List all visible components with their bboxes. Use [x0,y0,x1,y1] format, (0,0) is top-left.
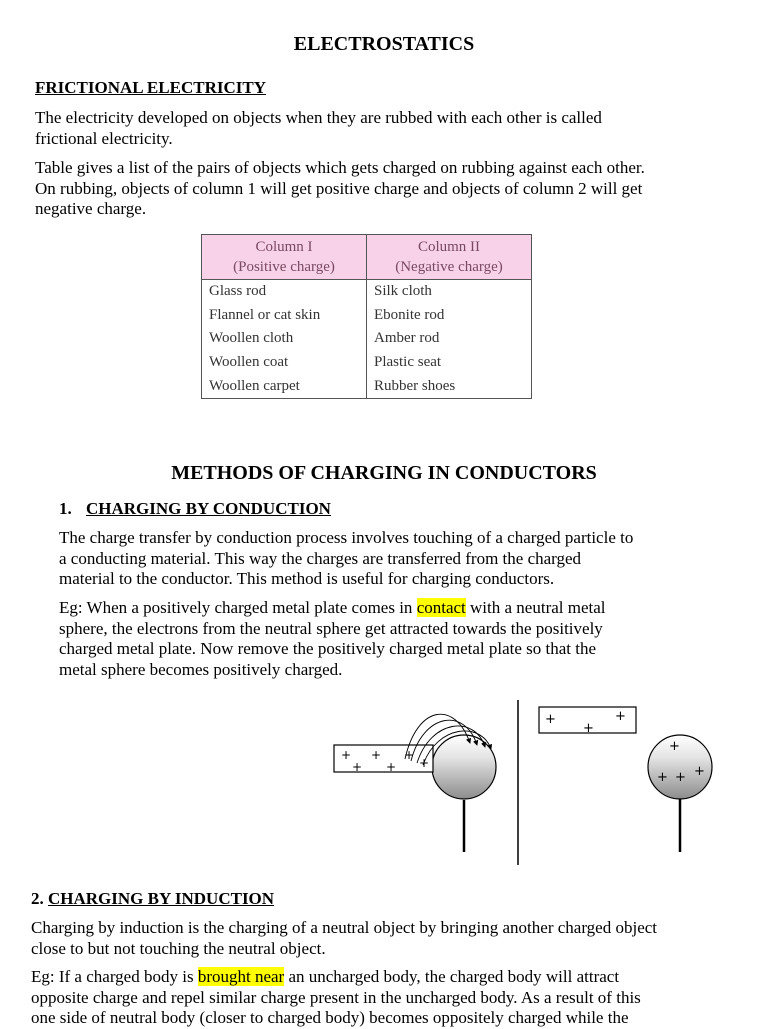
column-header-negative [367,235,532,280]
table-cell: Plastic seat [367,351,532,375]
column-subtitle: (Negative charge) [395,259,503,275]
svg-text:+: + [352,760,363,774]
svg-text:+: + [404,748,415,762]
text-line: charged metal plate. Now remove the positively charged metal plate so that the [59,639,597,658]
table-row [202,351,532,375]
table-cell: Rubber shoes [367,374,532,398]
section-number: 2. [31,889,44,908]
svg-text:+: + [386,760,397,774]
section-heading-frictional: FRICTIONAL ELECTRICITY [35,78,266,97]
svg-text:+: + [545,712,556,727]
svg-text:+: + [657,770,668,785]
table-row [202,280,532,304]
neutral-sphere-left [432,735,496,799]
table-cell: Glass rod [202,280,367,304]
methods-heading: METHODS OF CHARGING IN CONDUCTORS [171,462,597,484]
conduction-description [59,528,749,590]
induction-description [31,918,761,959]
table-cell: Woollen coat [202,351,367,375]
frictional-table-intro [35,158,760,220]
text-line: one side of neutral body (closer to charged body) becomes oppositely charged while the [31,1008,629,1027]
svg-text:+: + [615,709,626,724]
svg-text:+: + [694,764,705,779]
text-line: opposite charge and repel similar charge present in the uncharged body. As a result of this [31,987,641,1007]
text-line [59,598,749,619]
table-cell: Woollen carpet [202,374,367,398]
table-cell: Ebonite rod [367,304,532,328]
svg-text:+: + [371,748,382,762]
induction-heading [31,889,274,909]
table-cell: Silk cloth [367,280,532,304]
conduction-diagram [325,695,725,870]
text-line: frictional electricity. [35,128,173,148]
column-subtitle: (Positive charge) [233,259,335,275]
svg-text:+: + [419,756,430,770]
text-line: Table gives a list of the pairs of objects which gets charged on rubbing against each other. [35,158,645,177]
svg-text:+: + [669,739,680,754]
text-line: sphere, the electrons from the neutral sphere get attracted towards the positively [59,618,603,638]
column-title: Column II [417,239,481,255]
conduction-heading [59,499,331,519]
svg-text:+: + [583,721,594,736]
text-run: with a neutral metal [465,598,606,617]
text-line: On rubbing, objects of column 1 will get positive charge and objects of column 2 will get [35,178,643,198]
page-title: ELECTROSTATICS [293,33,475,55]
table-cell: Flannel or cat skin [202,304,367,328]
table-cell: Amber rod [367,327,532,351]
table-header-row [202,235,532,280]
text-line: The electricity developed on objects when they are rubbed with each other is called [35,108,602,127]
charge-pairs-table [201,234,532,399]
table-cell: Woollen cloth [202,327,367,351]
svg-text:+: + [675,770,686,785]
conduction-example [59,598,749,680]
text-line: Charging by induction is the charging of a neutral object by bringing another charged object [31,918,658,937]
section-heading-induction: CHARGING BY INDUCTION [48,889,275,908]
table-row [202,304,532,328]
text-run: Eg: If a charged body is [31,967,198,986]
text-line: material to the conductor. This method is useful for charging conductors. [59,569,555,588]
highlighted-text: contact [416,598,466,617]
text-line: a conducting material. This way the charges are transferred from the charged [59,548,582,568]
frictional-definition [35,108,755,149]
text-line: metal sphere becomes positively charged. [59,659,343,679]
column-title: Column I [255,239,313,255]
induction-example [31,967,761,1029]
column-header-positive [202,235,367,280]
text-run: an uncharged body, the charged body will attract [284,967,620,986]
text-run: Eg: When a positively charged metal plate comes in [59,598,417,617]
svg-text:+: + [341,748,352,762]
table-row [202,374,532,398]
text-line: The charge transfer by conduction process involves touching of a charged particle to [59,528,634,547]
table-row [202,327,532,351]
section-number: 1. [59,499,72,518]
highlighted-text: brought near [197,967,285,986]
text-line: close to but not touching the neutral object. [31,938,326,958]
section-heading-conduction: CHARGING BY CONDUCTION [86,499,331,518]
text-line: negative charge. [35,199,147,218]
text-line [31,967,761,988]
